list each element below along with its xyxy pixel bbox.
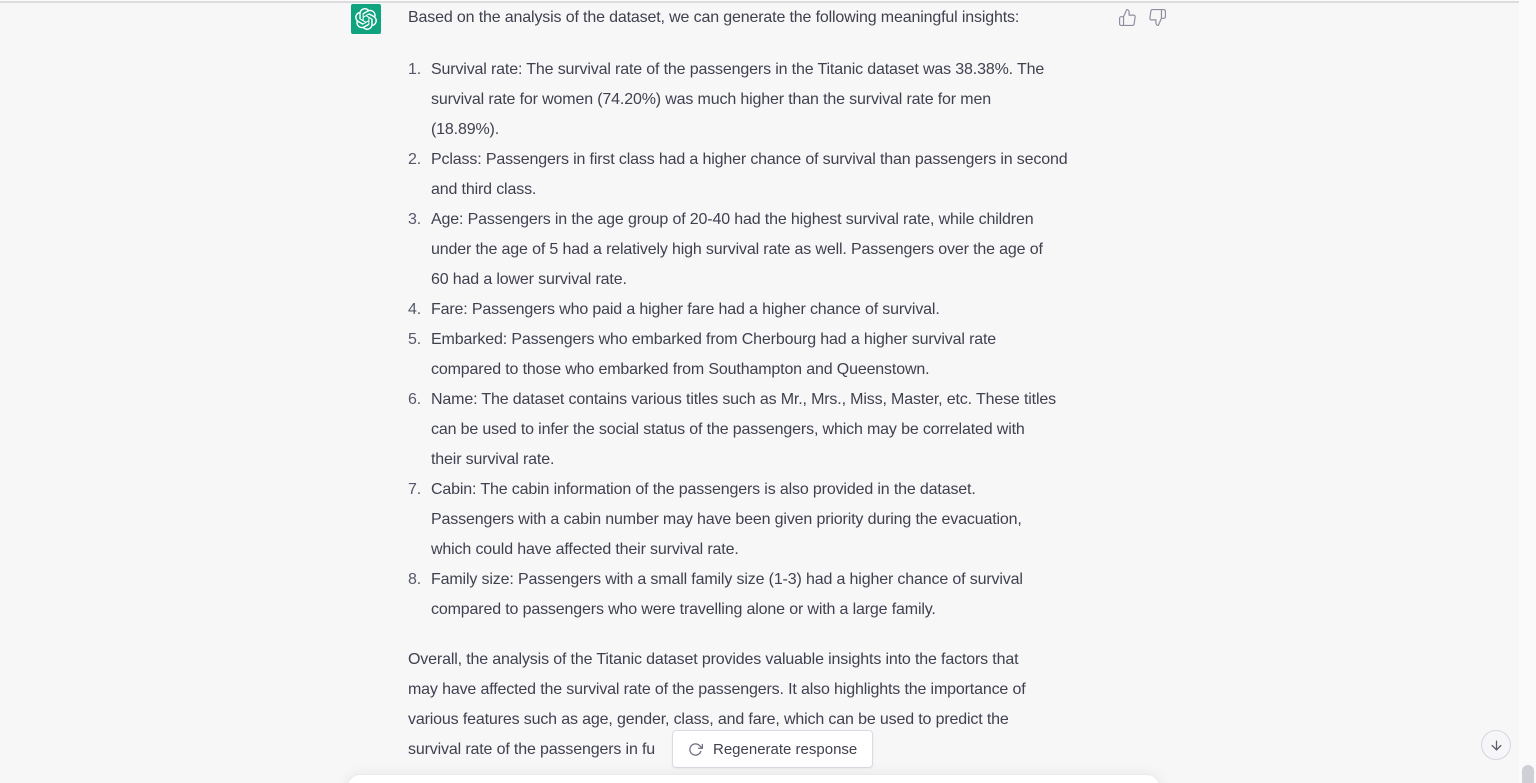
message-line: survival rate of the passengers in fu [408, 741, 656, 758]
message-line: compared to those who embarked from Southampton and Queenstown. [431, 361, 930, 378]
message-line: Family size: Passengers with a small family size (1-3) had a higher chance of survival [431, 571, 1023, 588]
composer-box [347, 774, 1160, 783]
list-item [408, 385, 1067, 475]
list-item [408, 325, 1067, 385]
scroll-to-bottom-button[interactable] [1481, 730, 1511, 760]
message-line: Overall, the analysis of the Titanic dataset provides valuable insights into the factors that [408, 651, 1019, 668]
message-line: various features such as age, gender, class, and fare, which can be used to predict the [408, 711, 1009, 728]
message-line: under the age of 5 had a relatively high survival rate as well. Passengers over the age of [431, 241, 1043, 258]
list-marker: 5. [408, 331, 422, 348]
message-line: (18.89%). [431, 121, 500, 138]
arrow-down-icon [1489, 738, 1504, 753]
thumbs-up-button[interactable] [1117, 7, 1137, 27]
message-line: Passengers with a cabin number may have been given priority during the evacuation, [431, 511, 1022, 528]
list-item [408, 295, 1067, 325]
message-line: compared to passengers who were travelling alone or with a large family. [431, 601, 936, 618]
list-item [408, 145, 1067, 205]
list-marker: 3. [408, 211, 422, 228]
message-intro-line: Based on the analysis of the dataset, we can generate the following meaningful insights: [408, 9, 1020, 26]
list-marker: 1. [408, 61, 422, 78]
thumbs-down-button[interactable] [1147, 7, 1167, 27]
thumbs-down-icon [1148, 8, 1167, 27]
list-item [408, 55, 1067, 145]
insights-list [408, 55, 1067, 625]
regenerate-label: Regenerate response [713, 740, 858, 758]
message-line: Age: Passengers in the age group of 20-40 had the highest survival rate, while children [431, 211, 1034, 228]
list-marker: 8. [408, 571, 422, 588]
message-line: Embarked: Passengers who embarked from Cherbourg had a higher survival rate [431, 331, 997, 348]
list-marker: 4. [408, 301, 422, 318]
message-line: survival rate for women (74.20%) was much higher than the survival rate for men [431, 91, 991, 108]
list-marker: 6. [408, 391, 422, 408]
message-actions [1117, 7, 1167, 27]
list-item [408, 565, 1067, 625]
message-line: Name: The dataset contains various titles such as Mr., Mrs., Miss, Master, etc. These titles [431, 391, 1056, 408]
scrollbar[interactable] [1519, 0, 1536, 783]
message-line: Fare: Passengers who paid a higher fare had a higher chance of survival. [431, 301, 940, 318]
message-line: can be used to infer the social status of the passengers, which may be correlated with [431, 421, 1025, 438]
message-line: which could have affected their survival rate. [431, 541, 739, 558]
message-line: Pclass: Passengers in first class had a higher chance of survival than passengers in second [431, 151, 1068, 168]
message-line: and third class. [431, 181, 537, 198]
message-line: may have affected the survival rate of the passengers. It also highlights the importance of [408, 681, 1026, 698]
regenerate-icon [688, 742, 703, 757]
thumbs-up-icon [1118, 8, 1137, 27]
list-marker: 2. [408, 151, 422, 168]
message-line: 60 had a lower survival rate. [431, 271, 627, 288]
list-marker: 7. [408, 481, 422, 498]
regenerate-button[interactable] [672, 730, 873, 768]
assistant-avatar [351, 4, 381, 34]
scrollbar-thumb[interactable] [1522, 765, 1534, 783]
message-line: their survival rate. [431, 451, 555, 468]
list-item [408, 475, 1067, 565]
openai-logo-icon [355, 8, 377, 30]
message-line: Survival rate: The survival rate of the passengers in the Titanic dataset was 38.38%. The [431, 61, 1045, 78]
list-item [408, 205, 1067, 295]
message-line: Cabin: The cabin information of the passengers is also provided in the dataset. [431, 481, 976, 498]
composer-input[interactable] [348, 775, 1159, 783]
